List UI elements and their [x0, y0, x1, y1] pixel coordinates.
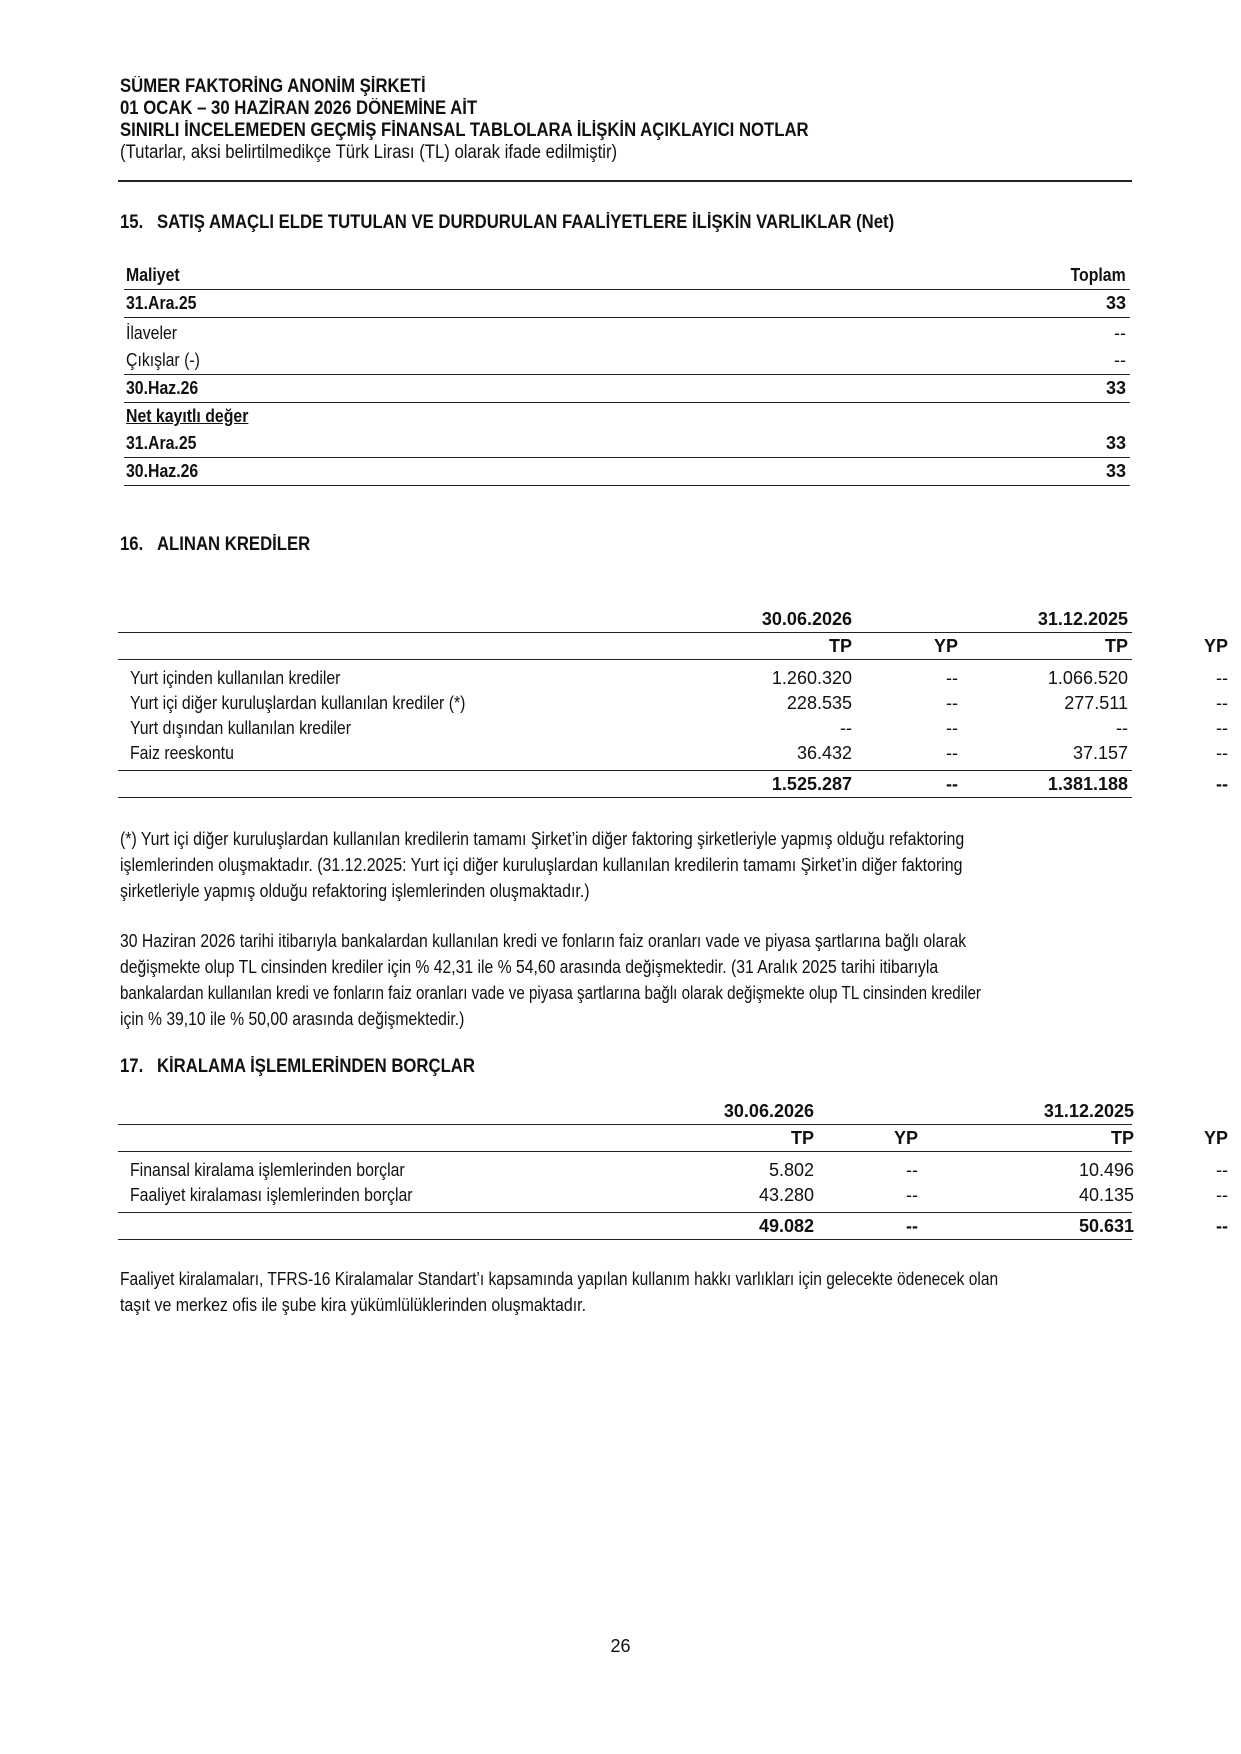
section-15-number: 15. — [120, 212, 144, 233]
section-16-number: 16. — [120, 534, 144, 555]
column-label-total: Toplam — [1070, 265, 1126, 285]
section-16-table — [118, 606, 1228, 798]
period-label: 31.12.2025 — [1043, 1101, 1134, 1121]
report-subtitle: (Tutarlar, aksi belirtilmedikçe Türk Lirası (TL) olarak ifade edilmiştir) — [120, 142, 618, 163]
table-row: Faiz reeskontu 36.432 -- 37.157 -- — [130, 743, 1228, 763]
period-header-row — [118, 606, 1132, 633]
section-15-table — [124, 262, 1130, 486]
report-title: SINIRLI İNCELEMEDEN GEÇMİŞ FİNANSAL TABLOLARA İLİŞKİN AÇIKLAYICI NOTLAR — [120, 120, 809, 141]
column-label-cost: Maliyet — [126, 265, 180, 285]
table-row: Yurt içinden kullanılan krediler 1.260.320 -- 1.066.520 -- — [130, 668, 1228, 688]
section-17-heading — [120, 1056, 523, 1078]
table-row: 30.Haz.26 33 — [124, 458, 1130, 486]
section-17-paragraph: Faaliyet kiralamaları, TFRS-16 Kiralamalar Standart’ı kapsamında yapılan kullanım hakkı varlıkları için gelecekte ödenecek olan taşıt ve merkez ofis ile şube kira yükümlülüklerinden oluşmaktadır. — [120, 1268, 999, 1315]
period-header-row — [118, 1098, 1132, 1125]
period-label: 31.12.2025 — [1037, 609, 1128, 629]
table-row: İlaveler -- — [126, 323, 1126, 343]
total-row: 49.082 -- 50.631 -- — [118, 1212, 1132, 1240]
header-divider — [118, 180, 1132, 182]
period-label: 30.06.2026 — [723, 1101, 814, 1121]
table-row: Faaliyet kiralaması işlemlerinden borçlar 43.280 -- 40.135 -- — [130, 1185, 1228, 1205]
page-number: 26 — [610, 1636, 631, 1656]
table-row: Çıkışlar (-) -- — [124, 347, 1130, 375]
period-label: 30.06.2026 — [761, 609, 852, 629]
document-header — [120, 76, 1130, 164]
section-17-table — [118, 1098, 1228, 1240]
currency-header-row: TP YP TP YP — [118, 633, 1132, 660]
section-16-footnote: (*) Yurt içi diğer kuruluşlardan kullanılan kredilerin tamamı Şirket’in diğer faktoring şirketleriyle yapmış olduğu refaktoring işlemlerinden oluşmaktadır. (31.12.2025: Yurt içi diğer kuruluşlardan kullanılan kredilerin tamamı Şirket’in diğer faktoring şirketleriyle yapmış olduğu refaktoring işlemlerinden oluşmaktadır.) — [120, 828, 965, 901]
table-row: Yurt içi diğer kuruluşlardan kullanılan krediler (*) 228.535 -- 277.511 -- — [130, 693, 1228, 713]
section-15-title: SATIŞ AMAÇLI ELDE TUTULAN VE DURDURULAN FAALİYETLERE İLİŞKİN VARLIKLAR (Net) — [156, 212, 895, 233]
section-17-number: 17. — [120, 1056, 144, 1077]
table-row: 31.Ara.25 33 — [124, 289, 1130, 318]
section-17-title: KİRALAMA İŞLEMLERİNDEN BORÇLAR — [156, 1056, 475, 1077]
table-row: 30.Haz.26 33 — [124, 375, 1130, 403]
section-16-paragraph: 30 Haziran 2026 tarihi itibarıyla bankalardan kullanılan kredi ve fonların faiz oranları vade ve piyasa şartlarına bağlı olarak değişmekte olup TL cinsinden krediler için % 42,31 ile % 54,60 arasında değişmektedir. (31 Aralık 2025 tarihi itibarıyla bankalardan kullanılan kredi ve fonların faiz oranları vade ve piyasa şartlarına bağlı olarak değişmekte olup TL cinsinden krediler için % 39,10 ile % 50,00 arasında değişmektedir.) — [120, 930, 981, 1029]
section-15-heading — [120, 212, 1000, 234]
section-16-heading — [120, 534, 336, 556]
total-row: 1.525.287 -- 1.381.188 -- — [118, 770, 1132, 798]
currency-header-row: TP YP TP YP — [118, 1125, 1132, 1152]
report-period: 01 OCAK – 30 HAZİRAN 2026 DÖNEMİNE AİT — [120, 98, 478, 119]
section-16-title: ALINAN KREDİLER — [156, 534, 311, 555]
company-name: SÜMER FAKTORİNG ANONİM ŞİRKETİ — [120, 76, 426, 97]
table-row: Finansal kiralama işlemlerinden borçlar 5.802 -- 10.496 -- — [130, 1160, 1228, 1180]
table-row: 31.Ara.25 33 — [124, 430, 1130, 458]
table-row: Net kayıtlı değer — [126, 406, 249, 426]
table-header-row — [124, 262, 1130, 289]
table-row: Yurt dışından kullanılan krediler -- -- -- -- — [130, 718, 1228, 738]
